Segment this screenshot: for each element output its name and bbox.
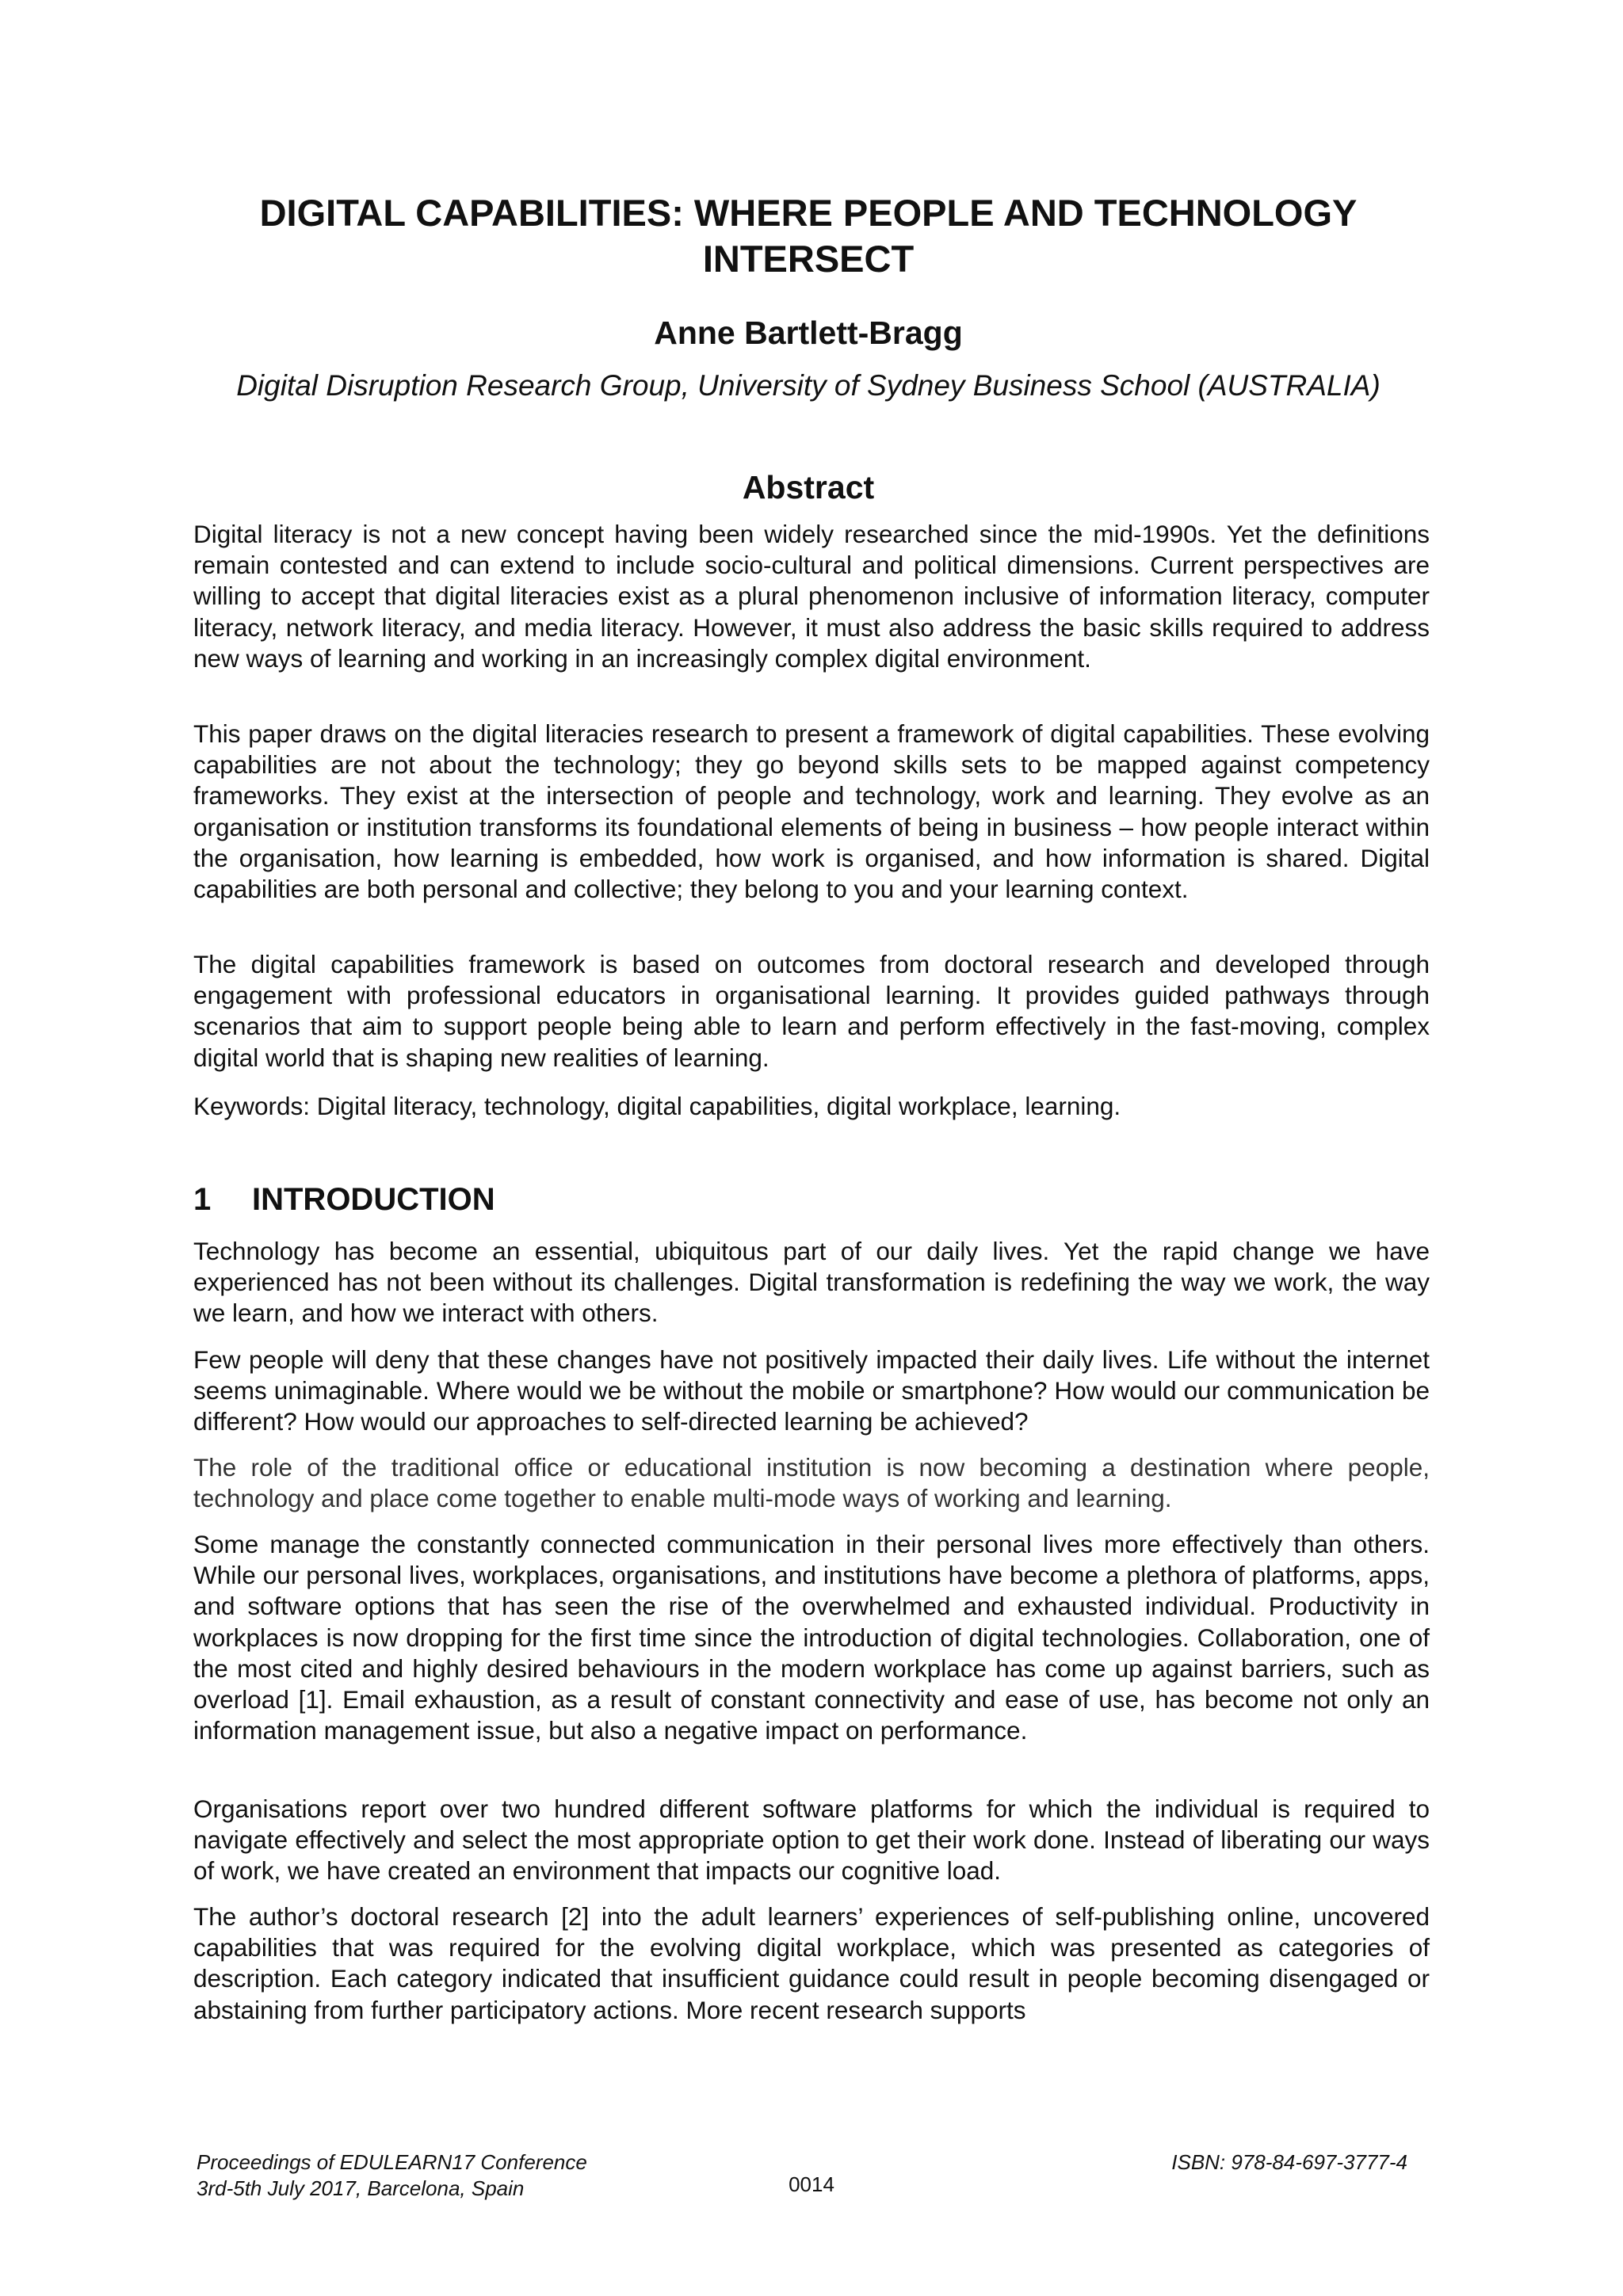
footer-proceedings [197,2149,587,2202]
author-affiliation: Digital Disruption Research Group, University of Sydney Business School (AUSTRALIA) [236,369,1381,402]
keywords-block [193,1091,1430,1122]
intro-paragraph: The role of the traditional office or educational institution is now becoming a destination where people, technology and place come together to enable multi-mode ways of working and learning. [193,1453,1430,1513]
intro-para-2-block [193,1344,1430,1438]
page-number: 0014 [789,2172,834,2196]
intro-para-3-block [193,1452,1430,1514]
section-number: 1 [193,1182,212,1217]
intro-paragraph: Organisations report over two hundred different software platforms for which the individual is required to navigate effectively and select the most appropriate option to get their work done. Instead of liberating our ways of work, we have created an environment that impacts our cognitive load. [193,1794,1430,1886]
paper-title: DIGITAL CAPABILITIES: WHERE PEOPLE AND TECHNOLOGY INTERSECT [259,192,1358,280]
abstract-paragraph: The digital capabilities framework is based on outcomes from doctoral research and developed through engagement with professional educators in organisational learning. It provides guided pathways through scenarios that aim to support people being able to learn and perform effectively in the fast-moving, complex digital world that is shaping new realities of learning. [193,950,1430,1072]
intro-para-1-block [193,1236,1430,1329]
footer-dates: 3rd-5th July 2017, Barcelona, Spain [197,2176,525,2200]
footer-conference: Proceedings of EDULEARN17 Conference [197,2150,587,2174]
intro-paragraph: The author’s doctoral research [2] into the adult learners’ experiences of self-publishing online, uncovered capabilities that was required for the evolving digital workplace, which was presented as categories of description. Each category indicated that insufficient guidance could result in people becoming disengaged or abstaining from further participatory actions. More recent research supports [193,1902,1430,2024]
intro-paragraph: Technology has become an essential, ubiquitous part of our daily lives. Yet the rapid change we have experienced has not been without its challenges. Digital transformation is redefining the way we work, the way we learn, and how we interact with others. [193,1237,1430,1328]
intro-para-6-block [193,1901,1430,2026]
keywords-line: Keywords: Digital literacy, technology, digital capabilities, digital workplace, learning. [193,1092,1121,1120]
abstract-para-1-block [193,519,1430,674]
intro-paragraph: Some manage the constantly connected communication in their personal lives more effectively than others. While our personal lives, workplaces, organisations, and institutions have become a plethora of platforms, apps, and software options that has seen the rise of the overwhelmed and exhausted individual. Productivity in workplaces is now dropping for the first time since the introduction of digital technologies. Collaboration, one of the most cited and highly desired behaviours in the modern workplace has come up against barriers, such as overload [1]. Email exhaustion, as a result of constant connectivity and ease of use, has become not only an information management issue, but also a negative impact on performance. [193,1530,1430,1745]
abstract-heading: Abstract [742,469,875,505]
abstract-paragraph: This paper draws on the digital literacies research to present a framework of digital capabilities. These evolving capabilities are not about the technology; they go beyond skills sets to be mapped against competency frameworks. They exist at the intersection of people and technology, work and learning. They evolve as an organisation or institution transforms its foundational elements of being in business – how people interact within the organisation, how learning is embedded, how work is organised, and how information is shared. Digital capabilities are both personal and collective; they belong to you and your learning context. [193,719,1430,904]
footer-isbn: ISBN: 978-84-697-3777-4 [1171,2150,1407,2174]
intro-para-5-block [193,1794,1430,1887]
intro-paragraph: Few people will deny that these changes have not positively impacted their daily lives. Life without the internet seems unimaginable. Where would we be without the mobile or smartphone? How would our communication be different? How would our approaches to self-directed learning be achieved? [193,1345,1430,1436]
author-name: Anne Bartlett-Bragg [654,315,963,351]
abstract-paragraph: Digital literacy is not a new concept having been widely researched since the mid-1990s. Yet the definitions remain contested and can extend to include socio-cultural and political dimensions. Current perspectives are willing to accept that digital literacies exist as a plural phenomenon inclusive of information literacy, computer literacy, network literacy, and media literacy. However, it must also address the basic skills required to address new ways of learning and working in an increasingly complex digital environment. [193,520,1430,673]
intro-para-4-block [193,1529,1430,1746]
section-heading-introduction [193,1180,495,1219]
abstract-para-2-block [193,719,1430,905]
abstract-para-3-block [193,949,1430,1074]
section-title: INTRODUCTION [252,1182,495,1217]
